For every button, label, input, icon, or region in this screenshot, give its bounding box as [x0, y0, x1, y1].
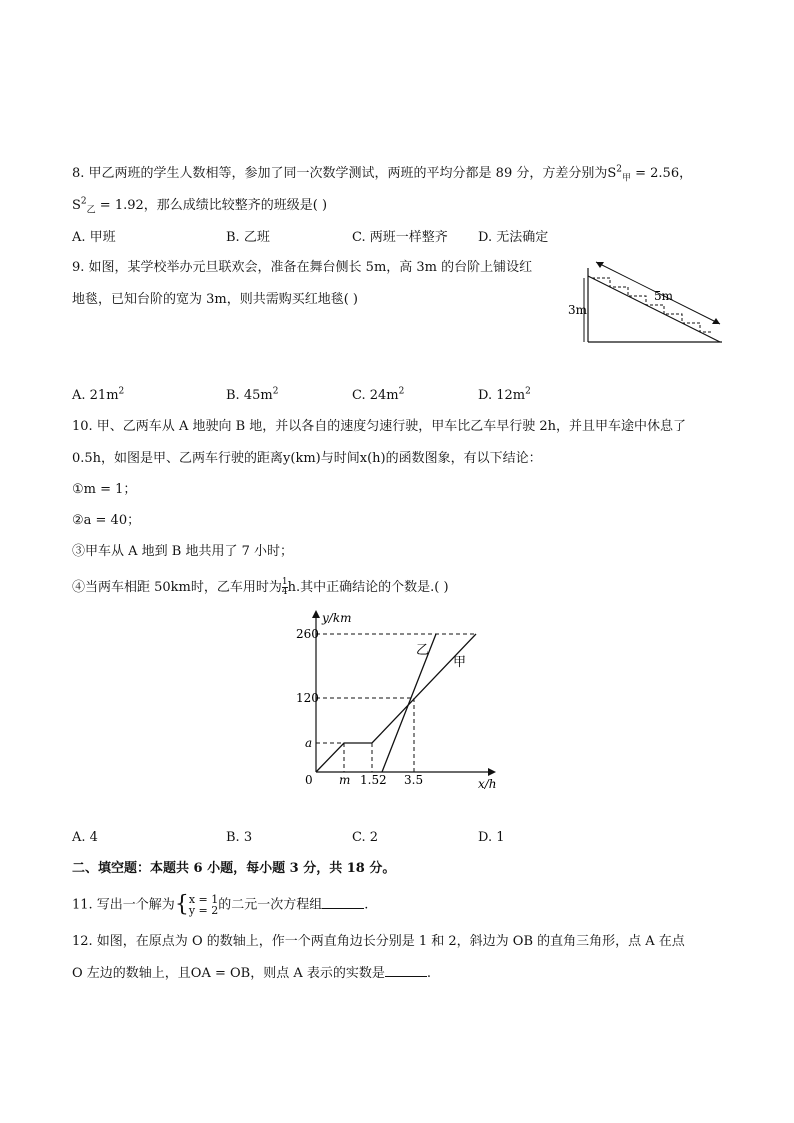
equation-system: { x = 1 y = 2 [174, 892, 219, 917]
tick-m: m [339, 773, 351, 787]
y-axis-label: y/km [322, 611, 352, 625]
q8-option-c: C. 两班一样整齐 [352, 230, 448, 245]
fraction-one-quarter: $\frac{1}{4}$ [281, 577, 288, 597]
tick-a: a [305, 736, 313, 750]
q12-stem-line1: 12. 如图，在原点为 O 的数轴上，作一个两直角边长分别是 1 和 2，斜边为 OB 的直角三角形，点 A 在点 [72, 934, 685, 949]
label-yi: 乙 [416, 643, 430, 658]
q10-stem-line1: 10. 甲、乙两车从 A 地驶向 B 地，并以各自的速度匀速行驶，甲车比乙车早行驶 2h，并且甲车途中休息了 [72, 419, 687, 434]
q12-answer-blank[interactable] [385, 964, 427, 977]
q10-option-d: D. 1 [478, 830, 505, 845]
q9-stem-line1: 9. 如图，某学校举办元旦联欢会，准备在舞台侧长 5m，高 3m 的台阶上铺设红 [72, 260, 533, 275]
q11-stem: 11. 写出一个解为{ x = 1 y = 2 的二元一次方程组 . [72, 892, 369, 917]
q9-option-a: A. $21m^2$ [72, 386, 125, 403]
x-axis-label: x/h [478, 777, 497, 791]
q8-stem-line2: $S^2_乙 = 1.92$，那么成绩比较整齐的班级是( ) [72, 196, 328, 216]
tick-260: 260 [296, 627, 319, 641]
tick-origin: 0 [305, 773, 313, 787]
q10-function-graph [296, 606, 516, 798]
q12-stem-line2: O 左边的数轴上，且OA = OB，则点 A 表示的实数是 . [72, 966, 431, 981]
tick-2: 2 [379, 773, 387, 787]
section-2-heading: 二、填空题：本题共 6 小题，每小题 3 分，共 18 分。 [72, 861, 396, 876]
q10-conclusion-4: ④当两车相距 50km时，乙车用时为 $\frac{1}{4}$ h.其中正确结论的个数是.( ) [72, 577, 449, 597]
q8-stem-line1: 8. 甲乙两班的学生人数相等，参加了同一次数学测试，两班的平均分都是 89 分，方差分别为$S^2_甲 = 2.56$， [72, 164, 693, 184]
q10-conclusion-3: ③甲车从 A 地到 B 地共用了 7 小时； [72, 544, 294, 559]
q9-option-c: C. $24m^2$ [352, 386, 405, 403]
q8-option-d: D. 无法确定 [478, 230, 549, 245]
q9-fig-height-label: 3m [568, 303, 588, 317]
tick-1-5: 1.5 [360, 773, 380, 787]
q11-answer-blank[interactable] [322, 896, 364, 909]
q10-option-c: C. 2 [352, 830, 379, 845]
q9-option-d: D. $12m^2$ [478, 386, 531, 403]
q8-option-a: A. 甲班 [72, 230, 116, 245]
q8-option-b: B. 乙班 [226, 230, 270, 245]
q9-stairs-figure [562, 258, 726, 348]
q10-option-b: B. 3 [226, 830, 253, 845]
q10-option-a: A. 4 [72, 830, 98, 845]
tick-3-5: 3.5 [404, 773, 424, 787]
q10-conclusion-1: ①m = 1； [72, 482, 137, 497]
q9-option-b: B. $45m^2$ [226, 386, 279, 403]
q9-fig-length-label: 5m [654, 289, 674, 303]
q10-conclusion-2: ②a = 40； [72, 513, 141, 528]
q9-stem-line2: 地毯，已知台阶的宽为 3m，则共需购买红地毯( ) [72, 292, 359, 307]
label-jia: 甲 [453, 655, 467, 670]
graph-line-jia [316, 634, 476, 772]
tick-120: 120 [296, 691, 319, 705]
q10-stem-line2: 0.5h，如图是甲、乙两车行驶的距离y(km)与时间x(h)的函数图象，有以下结论： [72, 451, 542, 466]
